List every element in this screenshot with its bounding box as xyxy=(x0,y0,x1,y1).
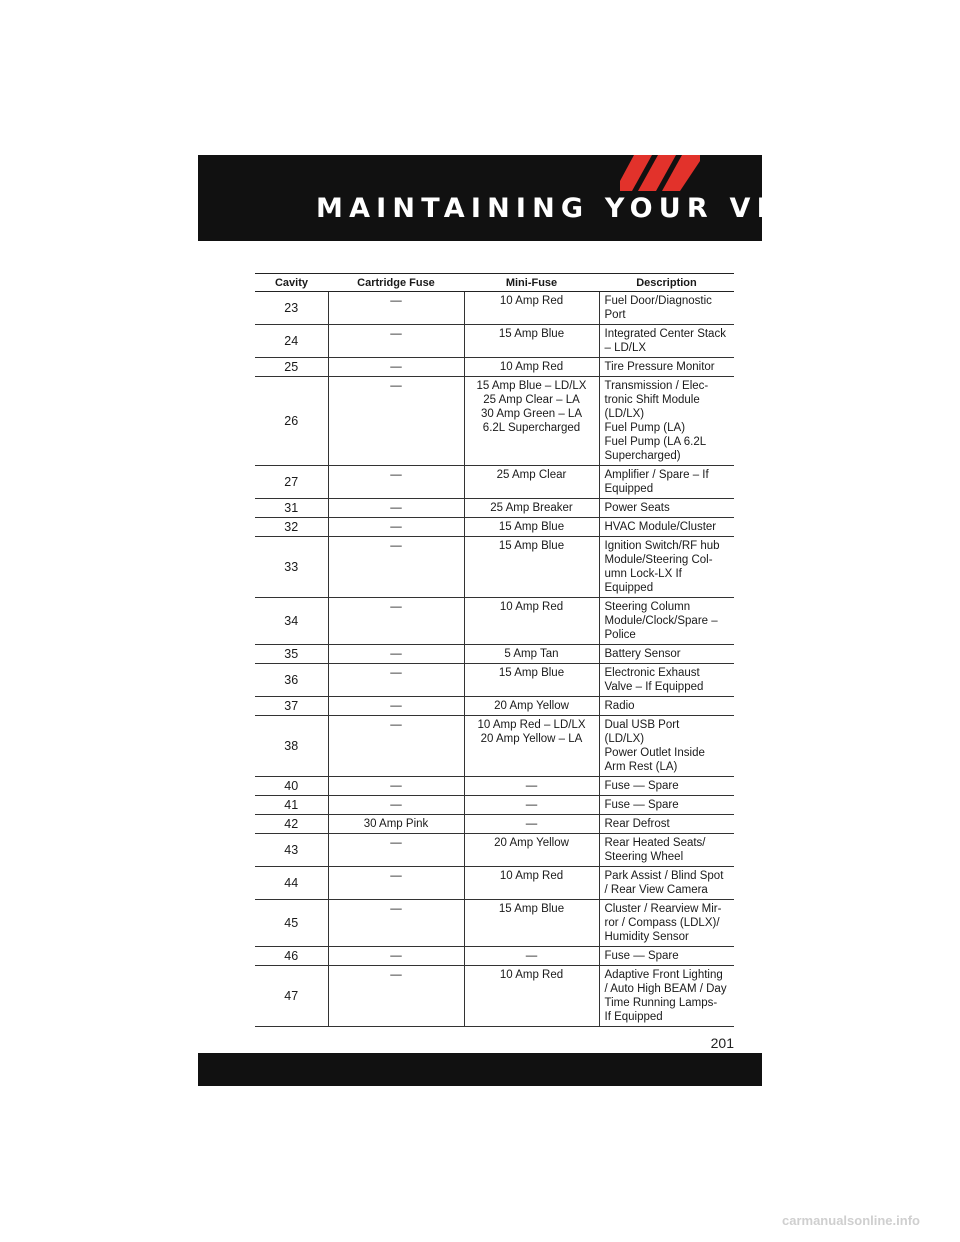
table-row xyxy=(255,377,734,466)
cell-cartridge-fuse: — xyxy=(328,867,464,900)
cell-description: Power Seats xyxy=(599,499,734,518)
cell-mini-fuse: — xyxy=(464,947,599,966)
cell-cavity: 24 xyxy=(255,325,328,358)
cell-description: Integrated Center Stack – LD/LX xyxy=(599,325,734,358)
cell-mini-fuse: 10 Amp Red xyxy=(464,598,599,645)
header-band xyxy=(198,155,901,241)
footer-band xyxy=(198,1053,762,1086)
section-title: MAINTAINING YOUR VEHICLE xyxy=(316,193,901,224)
cell-description: Battery Sensor xyxy=(599,645,734,664)
cell-cavity: 31 xyxy=(255,499,328,518)
cell-cartridge-fuse: — xyxy=(328,358,464,377)
table-header-row xyxy=(255,274,734,292)
table-row xyxy=(255,466,734,499)
cell-mini-fuse: 10 Amp Red xyxy=(464,966,599,1027)
cell-mini-fuse: — xyxy=(464,777,599,796)
column-header-mini-fuse: Mini-Fuse xyxy=(464,274,599,292)
cell-cavity: 38 xyxy=(255,716,328,777)
cell-cartridge-fuse: — xyxy=(328,598,464,645)
cell-description: Fuse — Spare xyxy=(599,777,734,796)
cell-description: Amplifier / Spare – If Equipped xyxy=(599,466,734,499)
cell-cavity: 23 xyxy=(255,292,328,325)
cell-description: Cluster / Rearview Mir- ror / Compass (LDLX)/ Humidity Sensor xyxy=(599,900,734,947)
cell-cartridge-fuse: — xyxy=(328,716,464,777)
cell-mini-fuse: 20 Amp Yellow xyxy=(464,697,599,716)
cell-mini-fuse: 25 Amp Breaker xyxy=(464,499,599,518)
cell-description: Dual USB Port (LD/LX) Power Outlet Inside Arm Rest (LA) xyxy=(599,716,734,777)
cell-mini-fuse: 5 Amp Tan xyxy=(464,645,599,664)
table-row xyxy=(255,358,734,377)
column-header-cavity: Cavity xyxy=(255,274,328,292)
cell-mini-fuse: 15 Amp Blue xyxy=(464,537,599,598)
cell-mini-fuse: 15 Amp Blue xyxy=(464,518,599,537)
cell-description: Fuel Door/Diagnostic Port xyxy=(599,292,734,325)
cell-cartridge-fuse: — xyxy=(328,537,464,598)
cell-cartridge-fuse: — xyxy=(328,900,464,947)
cell-cavity: 25 xyxy=(255,358,328,377)
cell-mini-fuse: 10 Amp Red xyxy=(464,867,599,900)
page-number: 201 xyxy=(710,1035,734,1051)
cell-cartridge-fuse: — xyxy=(328,697,464,716)
cell-description: Rear Heated Seats/ Steering Wheel xyxy=(599,834,734,867)
cell-mini-fuse: 20 Amp Yellow xyxy=(464,834,599,867)
cell-description: HVAC Module/Cluster xyxy=(599,518,734,537)
cell-mini-fuse: 10 Amp Red – LD/LX 20 Amp Yellow – LA xyxy=(464,716,599,777)
cell-mini-fuse: — xyxy=(464,815,599,834)
cell-mini-fuse: 15 Amp Blue xyxy=(464,900,599,947)
cell-cavity: 34 xyxy=(255,598,328,645)
cell-mini-fuse: 10 Amp Red xyxy=(464,292,599,325)
racing-stripes-logo xyxy=(620,155,700,191)
cell-description: Radio xyxy=(599,697,734,716)
cell-description: Tire Pressure Monitor xyxy=(599,358,734,377)
table-row xyxy=(255,966,734,1027)
table-row xyxy=(255,598,734,645)
table-row xyxy=(255,815,734,834)
cell-description: Transmission / Elec- tronic Shift Module (LD/LX) Fuel Pump (LA) Fuel Pump (LA 6.2L Supercharged) xyxy=(599,377,734,466)
cell-cavity: 42 xyxy=(255,815,328,834)
table-row xyxy=(255,664,734,697)
cell-description: Adaptive Front Lighting / Auto High BEAM / Day Time Running Lamps- If Equipped xyxy=(599,966,734,1027)
cell-cavity: 37 xyxy=(255,697,328,716)
table-row xyxy=(255,645,734,664)
cell-cartridge-fuse: — xyxy=(328,777,464,796)
table-row xyxy=(255,834,734,867)
cell-mini-fuse: 15 Amp Blue – LD/LX 25 Amp Clear – LA 30 Amp Green – LA 6.2L Supercharged xyxy=(464,377,599,466)
cell-mini-fuse: 15 Amp Blue xyxy=(464,325,599,358)
cell-cartridge-fuse: — xyxy=(328,466,464,499)
cell-cavity: 43 xyxy=(255,834,328,867)
cell-cavity: 32 xyxy=(255,518,328,537)
cell-mini-fuse: 25 Amp Clear xyxy=(464,466,599,499)
cell-cavity: 46 xyxy=(255,947,328,966)
table-row xyxy=(255,499,734,518)
cell-description: Fuse — Spare xyxy=(599,796,734,815)
cell-cartridge-fuse: — xyxy=(328,292,464,325)
table-row xyxy=(255,518,734,537)
cell-cavity: 40 xyxy=(255,777,328,796)
cell-description: Electronic Exhaust Valve – If Equipped xyxy=(599,664,734,697)
cell-cartridge-fuse: — xyxy=(328,377,464,466)
cell-cartridge-fuse: — xyxy=(328,796,464,815)
table-row xyxy=(255,867,734,900)
cell-cavity: 47 xyxy=(255,966,328,1027)
cell-cartridge-fuse: — xyxy=(328,947,464,966)
cell-description: Rear Defrost xyxy=(599,815,734,834)
table-row xyxy=(255,796,734,815)
table-row xyxy=(255,947,734,966)
fuse-table-body xyxy=(255,292,734,1027)
fuse-table-container xyxy=(255,273,734,1027)
cell-description: Ignition Switch/RF hub Module/Steering Col- umn Lock-LX If Equipped xyxy=(599,537,734,598)
table-row xyxy=(255,537,734,598)
cell-cartridge-fuse: — xyxy=(328,664,464,697)
table-row xyxy=(255,900,734,947)
table-row xyxy=(255,697,734,716)
cell-description: Park Assist / Blind Spot / Rear View Camera xyxy=(599,867,734,900)
cell-cartridge-fuse: — xyxy=(328,834,464,867)
cell-cavity: 27 xyxy=(255,466,328,499)
cell-cavity: 36 xyxy=(255,664,328,697)
cell-cartridge-fuse: — xyxy=(328,499,464,518)
cell-cavity: 26 xyxy=(255,377,328,466)
cell-cartridge-fuse: — xyxy=(328,518,464,537)
table-row xyxy=(255,325,734,358)
cell-description: Fuse — Spare xyxy=(599,947,734,966)
cell-cavity: 35 xyxy=(255,645,328,664)
cell-cavity: 41 xyxy=(255,796,328,815)
fuse-table xyxy=(255,273,734,1027)
column-header-cartridge-fuse: Cartridge Fuse xyxy=(328,274,464,292)
cell-cartridge-fuse: 30 Amp Pink xyxy=(328,815,464,834)
cell-mini-fuse: 15 Amp Blue xyxy=(464,664,599,697)
cell-cartridge-fuse: — xyxy=(328,966,464,1027)
table-row xyxy=(255,777,734,796)
watermark-text: carmanualsonline.info xyxy=(782,1213,920,1228)
cell-description: Steering Column Module/Clock/Spare – Police xyxy=(599,598,734,645)
cell-mini-fuse: — xyxy=(464,796,599,815)
table-row xyxy=(255,716,734,777)
cell-cavity: 45 xyxy=(255,900,328,947)
cell-mini-fuse: 10 Amp Red xyxy=(464,358,599,377)
cell-cartridge-fuse: — xyxy=(328,645,464,664)
cell-cavity: 33 xyxy=(255,537,328,598)
cell-cartridge-fuse: — xyxy=(328,325,464,358)
cell-cavity: 44 xyxy=(255,867,328,900)
table-row xyxy=(255,292,734,325)
column-header-description: Description xyxy=(599,274,734,292)
